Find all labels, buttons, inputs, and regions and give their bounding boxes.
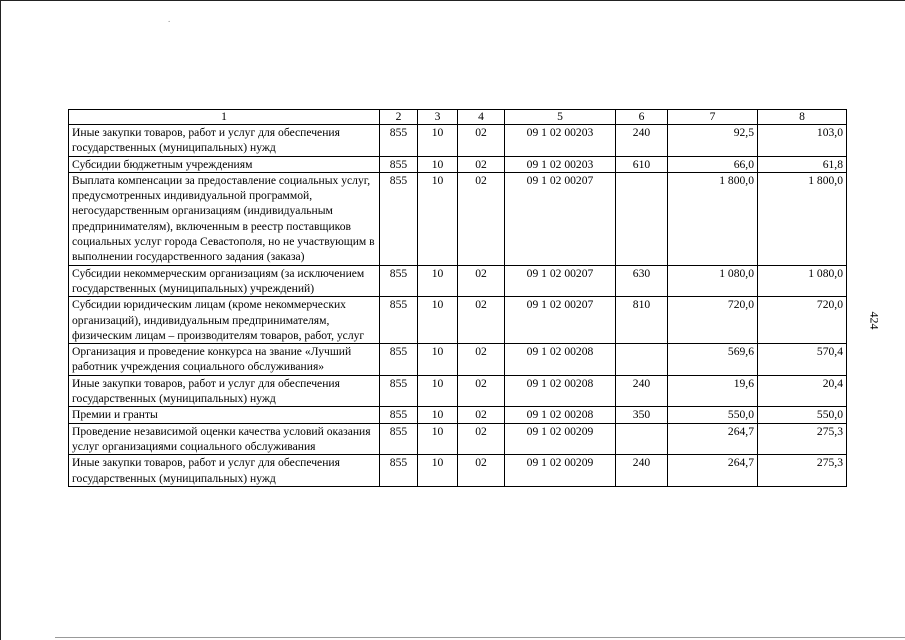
row-csr: 09 1 02 00203 <box>505 125 616 157</box>
table-row <box>69 265 847 297</box>
row-name: Организация и проведение конкурса на звание «Лучший работник учреждения социального обслуживания» <box>69 344 380 376</box>
row-name: Субсидии некоммерческим организациям (за исключением государственных (муниципальных) учреждений) <box>69 265 380 297</box>
page-edge-top <box>0 0 905 1</box>
row-csr: 09 1 02 00203 <box>505 156 616 172</box>
row-name: Проведение независимой оценки качества условий оказания услуг организациями социального обслуживания <box>69 423 380 455</box>
row-ved: 855 <box>380 125 418 157</box>
row-sum2: 570,4 <box>758 344 847 376</box>
row-rz: 10 <box>418 344 458 376</box>
table-row <box>69 344 847 376</box>
row-sum2: 1 080,0 <box>758 265 847 297</box>
row-vr: 240 <box>616 375 668 407</box>
table-header-row <box>69 110 847 125</box>
column-header: 8 <box>758 110 847 125</box>
row-csr: 09 1 02 00207 <box>505 297 616 344</box>
row-ved: 855 <box>380 156 418 172</box>
row-sum2: 275,3 <box>758 455 847 487</box>
table-row <box>69 156 847 172</box>
row-ved: 855 <box>380 407 418 423</box>
row-rz: 10 <box>418 455 458 487</box>
row-csr: 09 1 02 00208 <box>505 344 616 376</box>
row-name: Премии и гранты <box>69 407 380 423</box>
scan-mark: . <box>168 14 171 24</box>
column-header: 6 <box>616 110 668 125</box>
column-header: 5 <box>505 110 616 125</box>
table-row <box>69 423 847 455</box>
row-vr: 350 <box>616 407 668 423</box>
row-sum1: 550,0 <box>668 407 758 423</box>
row-sum1: 1 800,0 <box>668 172 758 265</box>
row-pr: 02 <box>458 407 505 423</box>
row-vr <box>616 172 668 265</box>
row-sum1: 264,7 <box>668 423 758 455</box>
row-rz: 10 <box>418 407 458 423</box>
row-sum1: 569,6 <box>668 344 758 376</box>
row-sum1: 1 080,0 <box>668 265 758 297</box>
column-header: 3 <box>418 110 458 125</box>
row-sum2: 20,4 <box>758 375 847 407</box>
row-pr: 02 <box>458 265 505 297</box>
row-vr: 630 <box>616 265 668 297</box>
table-row <box>69 172 847 265</box>
budget-table <box>68 109 847 487</box>
row-rz: 10 <box>418 125 458 157</box>
table-row <box>69 455 847 487</box>
row-sum1: 720,0 <box>668 297 758 344</box>
row-csr: 09 1 02 00209 <box>505 455 616 487</box>
row-sum2: 720,0 <box>758 297 847 344</box>
table-row <box>69 407 847 423</box>
row-rz: 10 <box>418 375 458 407</box>
row-vr: 240 <box>616 455 668 487</box>
row-name: Субсидии юридическим лицам (кроме некоммерческих организаций), индивидуальным предпринимателям, физическим лицам – производителям товаров, работ, услуг <box>69 297 380 344</box>
row-vr: 240 <box>616 125 668 157</box>
row-rz: 10 <box>418 156 458 172</box>
row-rz: 10 <box>418 265 458 297</box>
row-ved: 855 <box>380 172 418 265</box>
row-sum2: 275,3 <box>758 423 847 455</box>
row-pr: 02 <box>458 423 505 455</box>
row-pr: 02 <box>458 344 505 376</box>
row-ved: 855 <box>380 297 418 344</box>
column-header: 2 <box>380 110 418 125</box>
row-sum1: 19,6 <box>668 375 758 407</box>
row-rz: 10 <box>418 297 458 344</box>
row-name: Субсидии бюджетным учреждениям <box>69 156 380 172</box>
table-row <box>69 375 847 407</box>
row-pr: 02 <box>458 297 505 344</box>
column-header: 4 <box>458 110 505 125</box>
row-csr: 09 1 02 00208 <box>505 375 616 407</box>
row-pr: 02 <box>458 172 505 265</box>
table-row <box>69 297 847 344</box>
row-sum1: 92,5 <box>668 125 758 157</box>
row-name: Иные закупки товаров, работ и услуг для обеспечения государственных (муниципальных) нужд <box>69 125 380 157</box>
row-name: Иные закупки товаров, работ и услуг для обеспечения государственных (муниципальных) нужд <box>69 375 380 407</box>
row-ved: 855 <box>380 344 418 376</box>
row-sum2: 103,0 <box>758 125 847 157</box>
row-sum1: 66,0 <box>668 156 758 172</box>
row-vr: 610 <box>616 156 668 172</box>
row-rz: 10 <box>418 172 458 265</box>
table-row <box>69 125 847 157</box>
row-sum2: 1 800,0 <box>758 172 847 265</box>
page-number: 424 <box>867 311 882 330</box>
page-edge-bottom <box>55 637 905 638</box>
row-ved: 855 <box>380 375 418 407</box>
row-csr: 09 1 02 00207 <box>505 172 616 265</box>
column-header: 7 <box>668 110 758 125</box>
row-ved: 855 <box>380 455 418 487</box>
row-pr: 02 <box>458 125 505 157</box>
row-name: Иные закупки товаров, работ и услуг для обеспечения государственных (муниципальных) нужд <box>69 455 380 487</box>
row-csr: 09 1 02 00209 <box>505 423 616 455</box>
row-pr: 02 <box>458 156 505 172</box>
row-name: Выплата компенсации за предоставление социальных услуг, предусмотренных индивидуальной программой, негосударственным организациям (индивидуальным предпринимателям), включенным в реестр поставщиков социальных услуг города Севастополя, но не участвующим в выполнении государственного задания (заказа) <box>69 172 380 265</box>
row-ved: 855 <box>380 265 418 297</box>
row-vr <box>616 423 668 455</box>
row-csr: 09 1 02 00208 <box>505 407 616 423</box>
column-header: 1 <box>69 110 380 125</box>
row-ved: 855 <box>380 423 418 455</box>
row-rz: 10 <box>418 423 458 455</box>
row-vr <box>616 344 668 376</box>
row-vr: 810 <box>616 297 668 344</box>
row-pr: 02 <box>458 455 505 487</box>
row-pr: 02 <box>458 375 505 407</box>
row-sum2: 550,0 <box>758 407 847 423</box>
page-edge-left <box>0 0 1 640</box>
row-sum2: 61,8 <box>758 156 847 172</box>
row-csr: 09 1 02 00207 <box>505 265 616 297</box>
row-sum1: 264,7 <box>668 455 758 487</box>
